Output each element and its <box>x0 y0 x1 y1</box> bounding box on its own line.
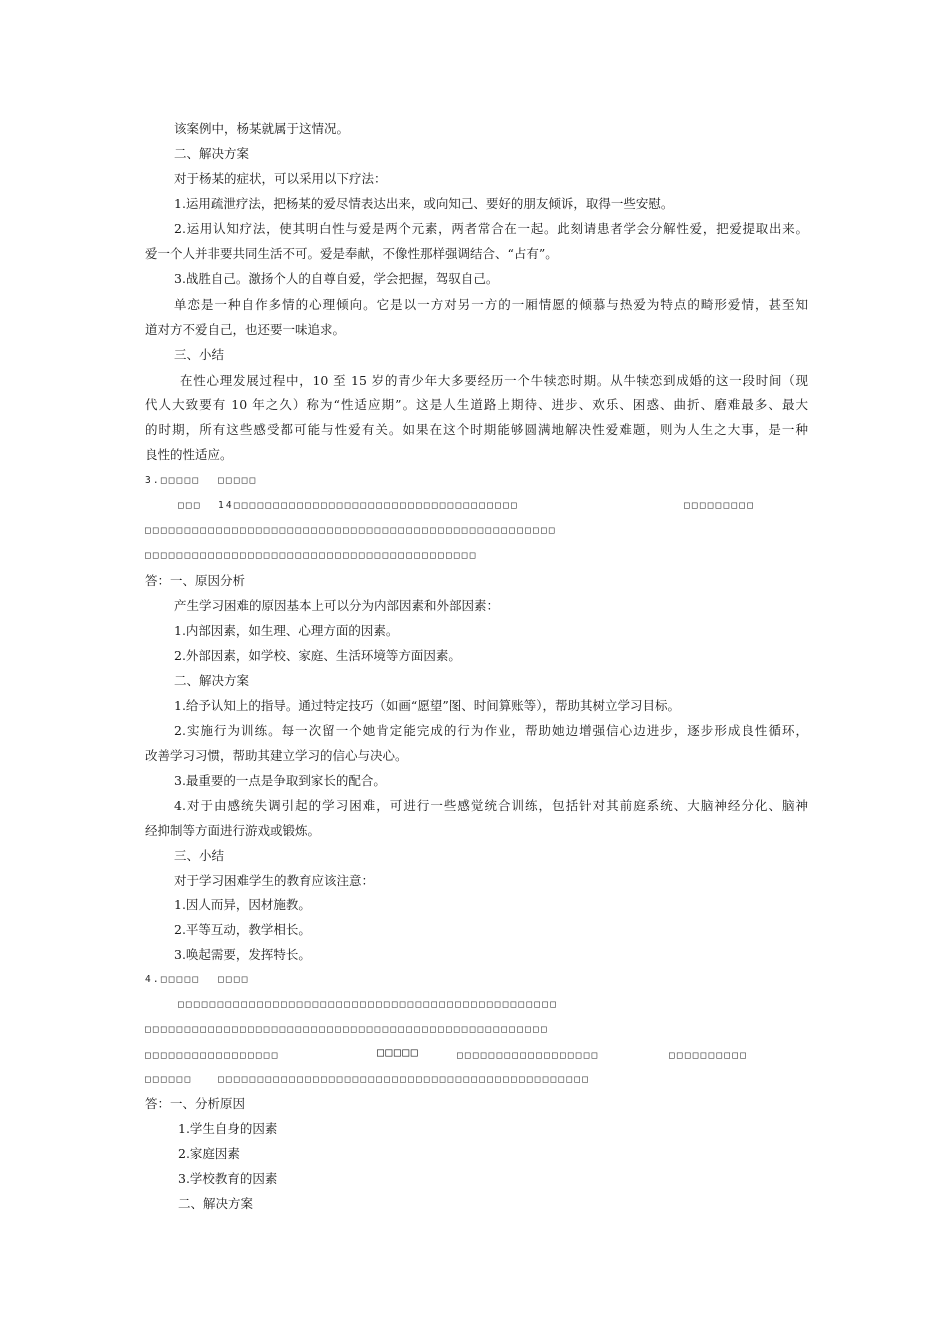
list-item: 1.学生自身的因素 <box>178 1121 278 1136</box>
paragraph-line: 在性心理发展过程中，10 至 15 岁的青少年大多要经历一个牛犊恋时期。从牛犊恋到成婚的这一段时间（现 <box>180 373 808 388</box>
garbled-question-heading: 3.□□□□□ <box>145 475 201 486</box>
paragraph-line: 良性的性适应。 <box>145 447 233 462</box>
list-item: 1.内部因素，如生理、心理方面的因素。 <box>174 623 399 638</box>
section-heading: 二、解决方案 <box>174 146 250 161</box>
garbled-text: □□□ <box>178 500 202 511</box>
answer-heading: 答：一、原因分析 <box>145 573 246 588</box>
paragraph-line: 道对方不爱自己，也还要一味追求。 <box>145 322 346 337</box>
section-heading: 二、解决方案 <box>174 673 250 688</box>
list-item: 4.对于由感统失调引起的学习困难，可进行一些感觉统合训练，包括针对其前庭系统、大脑神经分化、脑神 <box>174 798 808 813</box>
garbled-text: 14□□□□□□□□□□□□□□□□□□□□□□□□□□□□□□□□□□□□ <box>218 500 519 511</box>
paragraph-line: 改善学习习惯，帮助其建立学习的信心与决心。 <box>145 748 408 763</box>
section-heading: 三、小结 <box>174 848 225 863</box>
list-item: 1.因人而异，因材施教。 <box>174 897 311 912</box>
garbled-text: □□□□□□□□□□□□□□□□□□ <box>457 1050 600 1061</box>
answer-heading: 答：一、分析原因 <box>145 1096 246 1111</box>
garbled-text: □□□□□□□□□□□□□□□□□□□□□□□□□□□□□□□□□□□□□□□□□□□□□□□□□□□ <box>145 1024 549 1035</box>
paragraph-line: 产生学习困难的原因基本上可以分为内部因素和外部因素： <box>174 598 500 613</box>
list-item: 2.实施行为训练。每一次留一个她肯定能完成的行为作业，帮助她边增强信心边进步，逐步形成良性循环， <box>174 723 808 738</box>
list-item: 1.给予认知上的指导。通过特定技巧（如画“愿望”图、时间算账等），帮助其树立学习目标。 <box>174 698 680 713</box>
list-item: 2.运用认知疗法，使其明白性与爱是两个元素，两者常合在一起。此刻请患者学会分解性爱，把爱提取出来。 <box>174 221 808 236</box>
paragraph-line: 该案例中，杨某就属于这情况。 <box>174 121 350 136</box>
paragraph-line: 爱一个人并非要共同生活不可。爱是奉献，不像性那样强调结合、“占有”。 <box>145 246 558 261</box>
list-item: 3.最重要的一点是争取到家长的配合。 <box>174 773 386 788</box>
list-item: 2.家庭因素 <box>178 1146 240 1161</box>
paragraph-line: 对于杨某的症状，可以采用以下疗法： <box>174 171 387 186</box>
list-item: 2.平等互动，教学相长。 <box>174 922 311 937</box>
list-item: 3.唤起需要，发挥特长。 <box>174 947 311 962</box>
garbled-text: □□□□□□□□□□□□□□□□□ <box>145 1050 280 1061</box>
section-heading: 三、小结 <box>174 347 225 362</box>
garbled-text: □□□□□□□□□□□□□□□□□□□□□□□□□□□□□□□□□□□□□□□□□□ <box>145 550 478 561</box>
list-item: 2.外部因素，如学校、家庭、生活环境等方面因素。 <box>174 648 461 663</box>
garbled-text: □□□□□□□□□ <box>684 500 756 511</box>
garbled-text: □□□□□□□□□□□□□□□□□□□□□□□□□□□□□□□□□□□□□□□□□□□□□□□□□□□□ <box>145 525 557 536</box>
garbled-text: □□□□□□□□□□□□□□□□□□□□□□□□□□□□□□□□□□□□□□□□□□□□□□□□ <box>178 999 559 1010</box>
garbled-text: □□□□□□□□□□□□□□□□□□□□□□□□□□□□□□□□□□□□□□□□□□□□□□□ <box>218 1074 591 1085</box>
list-item: 1.运用疏泄疗法，把杨某的爱尽情表达出来，或向知己、要好的朋友倾诉，取得一些安慰。 <box>174 196 674 211</box>
paragraph-line: 的时期，所有这些感受都可能与性爱有关。如果在这个时期能够圆满地解决性爱难题，则为人生之大事，是一种 <box>145 422 808 437</box>
paragraph-line: 对于学习困难学生的教育应该注意： <box>174 873 375 888</box>
garbled-question-heading: 4.□□□□□ <box>145 974 201 985</box>
paragraph-line: 单恋是一种自作多情的心理倾向。它是以一方对另一方的一厢情愿的倾慕与热爱为特点的畸形爱情，甚至知 <box>174 297 808 312</box>
garbled-text: □□□□□□□□□□ <box>669 1050 749 1061</box>
garbled-text: □□□□□ <box>377 1045 420 1059</box>
paragraph-line: 代人大致要有 10 年之久）称为“性适应期”。这是人生道路上期待、进步、欢乐、困惑、曲折、磨难最多、最大 <box>145 397 808 412</box>
list-item: 3.学校教育的因素 <box>178 1171 278 1186</box>
garbled-text: □□□□□ <box>218 475 258 486</box>
list-item: 3.战胜自己。激扬个人的自尊自爱，学会把握，驾驭自己。 <box>174 271 499 286</box>
paragraph-line: 经抑制等方面进行游戏或锻炼。 <box>145 823 321 838</box>
section-heading: 二、解决方案 <box>178 1196 254 1211</box>
garbled-text: □□□□ <box>218 974 250 985</box>
garbled-text: □□□□□□ <box>145 1074 193 1085</box>
